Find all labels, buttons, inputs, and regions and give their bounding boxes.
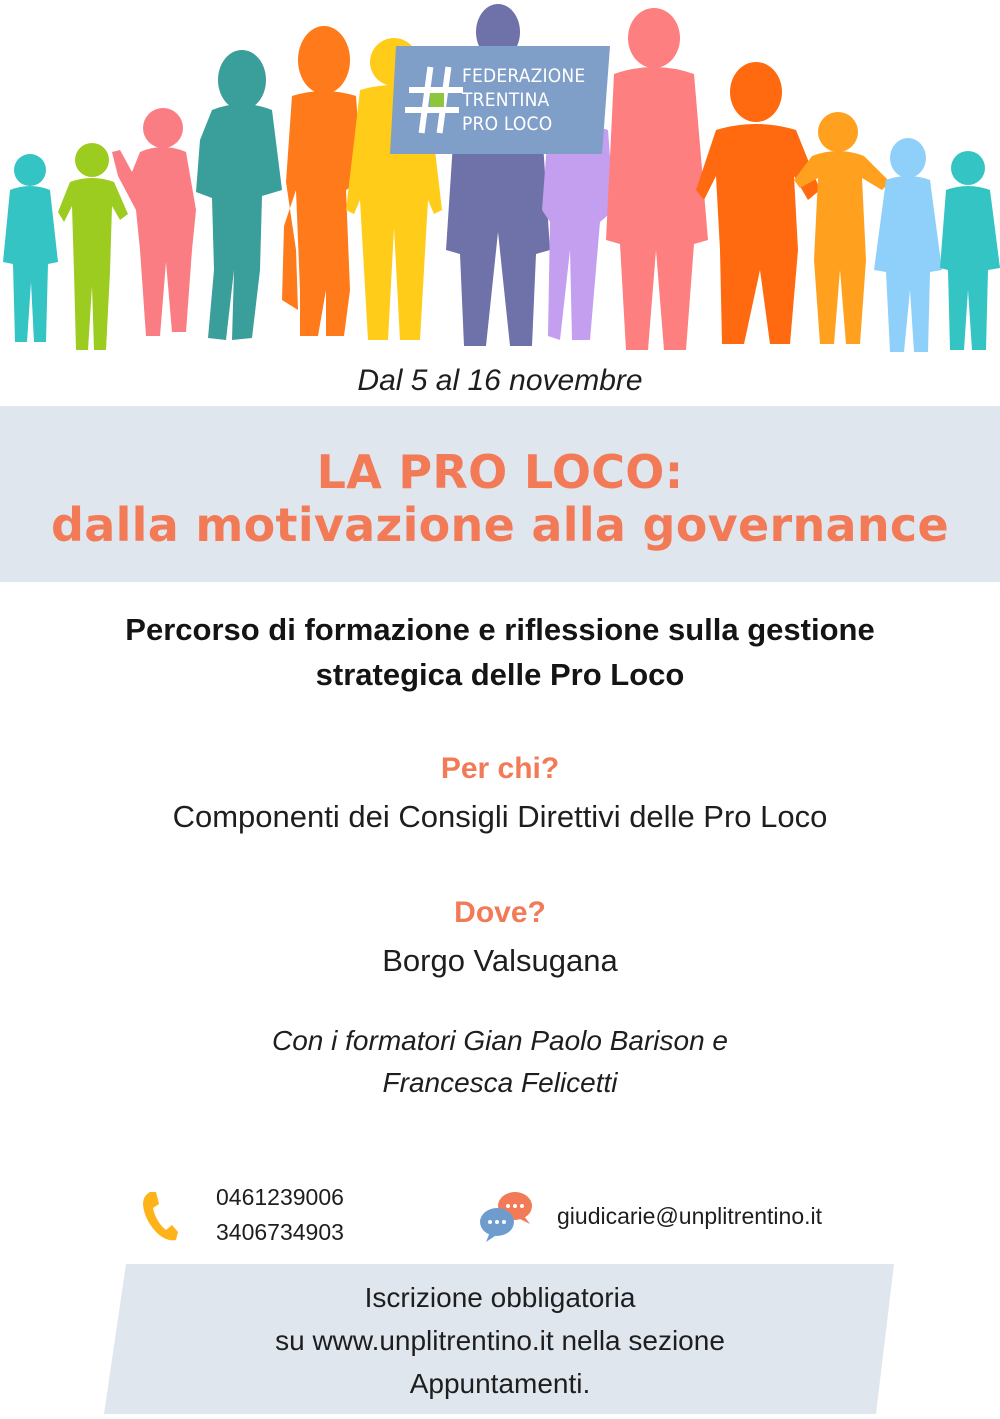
silhouette-woman-teal — [196, 50, 282, 340]
email-link[interactable]: giudicarie@unplitrentino.it — [557, 1203, 822, 1229]
silhouette-girl-pink — [112, 108, 196, 336]
subtitle-line-2: strategica delle Pro Loco — [315, 657, 685, 692]
trainers-line-2: Francesca Felicetti — [382, 1067, 618, 1098]
phone-number-1[interactable]: 0461239006 — [216, 1184, 344, 1210]
location-text: Borgo Valsugana — [382, 943, 618, 978]
silhouette-child-light-blue — [874, 138, 942, 352]
silhouette-woman-red-orange — [696, 62, 820, 344]
silhouette-child-2 — [58, 143, 128, 350]
location-label: Dove? — [454, 896, 546, 929]
phone-icon — [140, 1190, 180, 1242]
registration-line-1: Iscrizione obbligatoria — [364, 1282, 636, 1313]
audience-label: Per chi? — [440, 752, 560, 785]
event-subtitle — [40, 607, 960, 697]
registration-line-2[interactable]: su www.unplitrentino.it nella sezione — [275, 1325, 725, 1356]
event-date: Dal 5 al 16 novembre — [357, 364, 643, 397]
event-title-line-1: LA PRO LOCO: — [316, 445, 684, 499]
registration-text — [140, 1276, 860, 1405]
silhouette-girl-orange — [794, 112, 890, 344]
trainers — [0, 1020, 1000, 1104]
audience-text: Componenti dei Consigli Direttivi delle Pro Loco — [172, 799, 828, 834]
silhouette-man-salmon — [606, 8, 708, 350]
silhouette-child-1 — [3, 154, 58, 342]
subtitle-line-1: Percorso di formazione e riflessione sulla gestione — [125, 612, 875, 647]
phone-numbers — [216, 1180, 344, 1250]
logo-line-2: TRENTINA — [462, 89, 550, 111]
phone-number-2[interactable]: 3406734903 — [216, 1219, 344, 1245]
logo-line-3: PRO LOCO — [462, 113, 553, 135]
silhouette-child-teal-right — [940, 151, 1000, 350]
registration-line-3: Appuntamenti. — [409, 1368, 591, 1399]
trainers-line-1: Con i formatori Gian Paolo Barison e — [272, 1025, 728, 1056]
chat-bubbles-icon — [478, 1188, 536, 1244]
logo-line-1: FEDERAZIONE — [462, 65, 586, 87]
event-title-line-2: dalla motivazione alla governance — [51, 498, 949, 552]
logo-text — [462, 64, 612, 136]
